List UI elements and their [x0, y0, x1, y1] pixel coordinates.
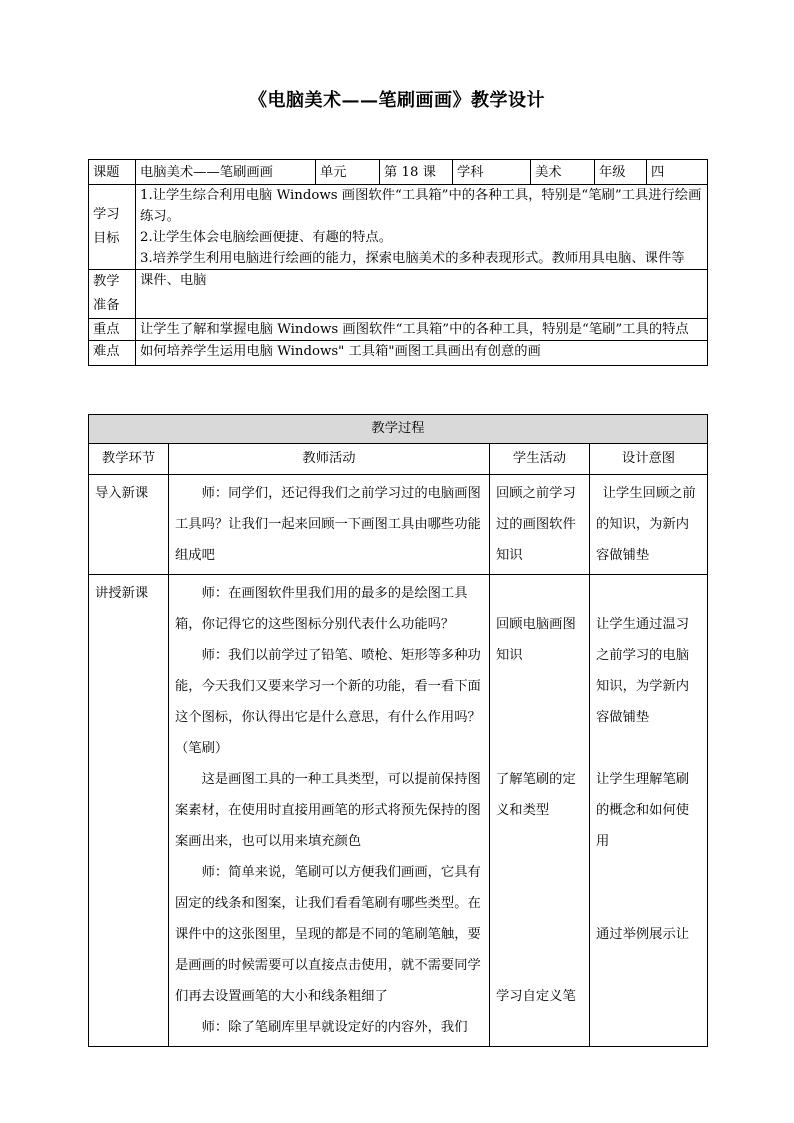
nianji-value: 四 — [647, 160, 708, 185]
xueke-value: 美术 — [531, 160, 595, 185]
info-row-basic — [89, 160, 708, 185]
intent-cell — [590, 475, 708, 575]
mubiao-value — [136, 185, 708, 270]
student-cell — [490, 575, 590, 1047]
zhunbei-label: 教学准备 — [89, 270, 136, 319]
process-row-intro — [89, 475, 708, 575]
process-band-title: 教学过程 — [89, 415, 708, 444]
goal-line: 1.让学生综合利用电脑 Windows 画图软件“工具箱”中的各种工具，特别是“笔刷”工具进行绘画练习。 — [140, 188, 702, 224]
header-teacher: 教师活动 — [169, 444, 490, 475]
nianji-label: 年级 — [595, 160, 647, 185]
stage-cell: 讲授新课 — [89, 575, 169, 1047]
info-row-difficulty — [89, 341, 708, 366]
stage-cell: 导入新课 — [89, 475, 169, 575]
teacher-cell — [169, 475, 490, 575]
document-title: 《电脑美术——笔刷画画》教学设计 — [249, 90, 545, 111]
teacher-paragraph: 师：简单来说，笔刷可以方便我们画画，它具有固定的线条和图案，让我们看看笔刷有哪些类型。在课件中的这张图里，呈现的都是不同的笔刷笔触，要是画画的时候需要可以直接点击使用，就不需要同学们再去设置画笔的大小和线条粗细了 — [175, 865, 481, 1004]
info-table — [88, 159, 708, 366]
goal-line: 3.培养学生利用电脑进行绘画的能力，探索电脑美术的多种表现形式。教师用具电脑、课件等 — [140, 251, 685, 266]
student-paragraph: 回顾电脑画图知识 — [496, 617, 576, 663]
info-row-goals — [89, 185, 708, 270]
student-paragraph: 了解笔刷的定义和类型 — [496, 772, 576, 818]
process-row-lecture — [89, 575, 708, 1047]
process-header-row — [89, 444, 708, 475]
teacher-paragraph: 师：我们以前学过了铅笔、喷枪、矩形等多种功能，今天我们又要来学习一个新的功能，看一看下面这个图标，你认得出它是什么意思，有什么作用吗？（笔刷） — [175, 648, 481, 756]
zhongdian-label: 重点 — [89, 319, 136, 341]
header-stage: 教学环节 — [89, 444, 169, 475]
info-row-key — [89, 319, 708, 341]
process-band — [89, 415, 708, 444]
goal-line: 2.让学生体会电脑绘画便捷、有趣的特点。 — [140, 230, 393, 245]
student-paragraph: 回顾之前学习过的画图软件知识 — [496, 486, 576, 563]
student-paragraph: 学习自定义笔 — [496, 989, 576, 1004]
nandian-label: 难点 — [89, 341, 136, 366]
keti-label: 课题 — [89, 160, 136, 185]
student-cell — [490, 475, 590, 575]
teacher-paragraph: 师：在画图软件里我们用的最多的是绘图工具箱，你记得它的这些图标分别代表什么功能吗？ — [175, 586, 468, 632]
teacher-paragraph: 这是画图工具的一种工具类型，可以提前保持图案素材，在使用时直接用画笔的形式将预先保持的图案画出来，也可以用来填充颜色 — [175, 772, 481, 849]
danyuan-label: 单元 — [316, 160, 380, 185]
intent-paragraph: 让学生理解笔刷的概念和如何使用 — [596, 772, 690, 849]
keti-value: 电脑美术——笔刷画画 — [136, 160, 316, 185]
teacher-paragraph: 师：同学们，还记得我们之前学习过的电脑画图工具吗？让我们一起来回顾一下画图工具由哪些功能组成吧 — [175, 486, 481, 563]
zhunbei-value: 课件、电脑 — [136, 270, 708, 319]
intent-paragraph: 让学生回顾之前的知识，为新内容做铺垫 — [596, 486, 696, 563]
process-table — [88, 414, 708, 1047]
info-row-prep — [89, 270, 708, 319]
header-student: 学生活动 — [490, 444, 590, 475]
zhongdian-value: 让学生了解和掌握电脑 Windows 画图软件“工具箱”中的各种工具，特别是“笔刷”工具的特点 — [136, 319, 708, 341]
intent-paragraph: 通过举例展示让 — [596, 927, 690, 942]
teacher-cell — [169, 575, 490, 1047]
mubiao-label: 学习目标 — [89, 185, 136, 270]
header-intent: 设计意图 — [590, 444, 708, 475]
xueke-label: 学科 — [453, 160, 531, 185]
nandian-value: 如何培养学生运用电脑 Windows" 工具箱"画图工具画出有创意的画 — [136, 341, 708, 366]
teacher-paragraph: 师：除了笔刷库里早就设定好的内容外，我们 — [201, 1020, 468, 1035]
intent-cell — [590, 575, 708, 1047]
danyuan-value: 第 18 课 — [380, 160, 453, 185]
intent-paragraph: 让学生通过温习之前学习的电脑知识，为学新内容做铺垫 — [596, 617, 690, 725]
